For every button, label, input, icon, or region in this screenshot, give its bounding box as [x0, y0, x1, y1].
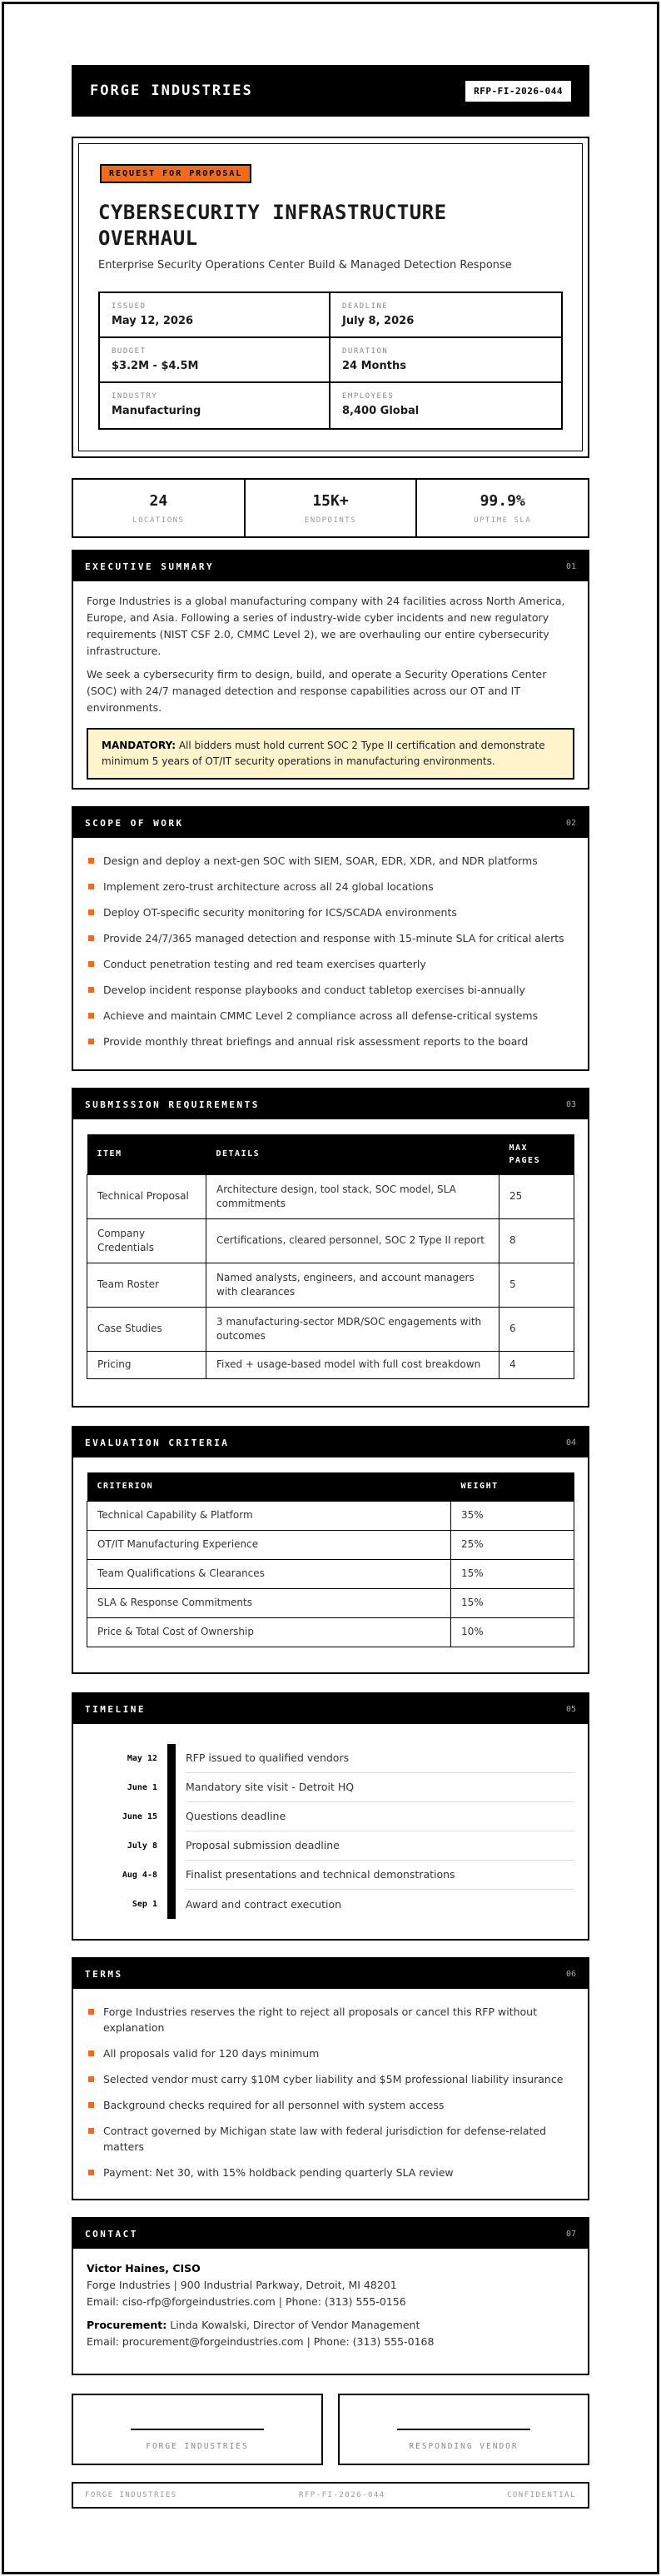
subtitle: Enterprise Security Operations Center Build & Managed Detection Response: [98, 259, 512, 272]
list-item: Selected vendor must carry $10M cyber liability and $5M professional liability insurance: [87, 2071, 574, 2087]
reference-number: RFP-FI-2026-044: [465, 81, 571, 102]
table-cell: 5: [499, 1263, 574, 1307]
timeline-item: [87, 1890, 574, 1919]
table-cell: Pricing: [87, 1351, 206, 1378]
stat-endpoints: [246, 480, 418, 536]
table-cell: Team Qualifications & Clearances: [87, 1559, 451, 1588]
hero-card: [72, 137, 589, 458]
footer-confidential: CONFIDENTIAL: [506, 2491, 576, 2499]
meta-value: 24 Months: [342, 360, 406, 372]
scope-list: [87, 853, 574, 1049]
column-header: CRITERION: [87, 1472, 451, 1501]
procurement-label: Procurement:: [87, 2319, 167, 2331]
section-title: EXECUTIVE SUMMARY: [85, 561, 215, 572]
table-cell: 4: [499, 1351, 574, 1378]
timeline-date: June 1: [127, 1782, 157, 1792]
contact-address: Forge Industries | 900 Industrial Parkway, Detroit, MI 48201: [87, 2279, 397, 2291]
list-item: Payment: Net 30, with 15% holdback pending quarterly SLA review: [87, 2165, 574, 2180]
section-evaluation-criteria: [72, 1426, 589, 1674]
stat-label: ENDPOINTS: [304, 516, 357, 525]
summary-paragraph-1: Forge Industries is a global manufacturing company with 24 facilities across North America, Europe, and Asia. Following a series of industry-wide cyber incidents and new regulatory requirements (NIST CSF 2.0, CMMC Level 2), we are overhauling our entire cybersecurity infrastructure.: [87, 595, 565, 657]
column-header: WEIGHT: [451, 1472, 574, 1501]
meta-employees: [330, 383, 561, 428]
table-row: [87, 1351, 574, 1378]
timeline-bar: [167, 1802, 176, 1831]
table-cell: SLA & Response Commitments: [87, 1588, 451, 1617]
meta-deadline: [330, 293, 561, 338]
table-header-row: [87, 1134, 574, 1174]
section-submission-requirements: [72, 1088, 589, 1408]
submission-table: [87, 1134, 574, 1379]
timeline-bar: [167, 1773, 176, 1802]
timeline-text: Questions deadline: [186, 1802, 574, 1831]
section-number: 02: [565, 818, 576, 828]
meta-issued: [100, 293, 330, 338]
section-title: SCOPE OF WORK: [85, 817, 184, 829]
signature-line: [131, 2429, 264, 2430]
list-item: All proposals valid for 120 days minimum: [87, 2045, 574, 2061]
section-title: EVALUATION CRITERIA: [85, 1437, 230, 1448]
table-row: [87, 1588, 574, 1617]
column-header: ITEM: [87, 1134, 206, 1174]
table-row: [87, 1501, 574, 1530]
section-title: CONTACT: [85, 2228, 138, 2240]
procurement-email-phone: Email: procurement@forgeindustries.com | Phone: (313) 555-0168: [87, 2335, 435, 2348]
list-item: Conduct penetration testing and red team exercises quarterly: [87, 956, 574, 972]
meta-duration: [330, 338, 561, 383]
timeline-item: [87, 1861, 574, 1890]
section-body: [73, 838, 588, 1071]
stats-bar: [72, 478, 589, 538]
section-executive-summary: [72, 550, 589, 790]
section-number: 01: [565, 561, 576, 571]
page-title: [98, 200, 563, 252]
rfp-badge: REQUEST FOR PROPOSAL: [100, 164, 251, 183]
list-item: Develop incident response playbooks and conduct tabletop exercises bi-annually: [87, 982, 574, 998]
timeline-bar: [167, 1861, 176, 1890]
table-cell: Price & Total Cost of Ownership: [87, 1617, 451, 1647]
timeline-text: Proposal submission deadline: [186, 1831, 574, 1861]
procurement-contact: [87, 2317, 574, 2334]
section-body: [73, 581, 588, 791]
list-item: Provide 24/7/365 managed detection and response with 15-minute SLA for critical alerts: [87, 930, 574, 946]
list-item: Contract governed by Michigan state law with federal jurisdiction for defense-related matters: [87, 2123, 574, 2155]
meta-label: INDUSTRY: [112, 392, 158, 401]
section-body: [73, 2249, 588, 2362]
stat-label: UPTIME SLA: [474, 516, 532, 525]
table-cell: Architecture design, tool stack, SOC model, SLA commitments: [206, 1174, 499, 1218]
list-item: Achieve and maintain CMMC Level 2 compliance across all defense-critical systems: [87, 1008, 574, 1024]
meta-value: 8,400 Global: [342, 405, 420, 417]
stat-value: 24: [149, 492, 168, 510]
section-header: [73, 1959, 588, 1989]
meta-label: DURATION: [342, 347, 389, 356]
table-cell: Company Credentials: [87, 1218, 206, 1263]
section-header: [73, 808, 588, 838]
timeline-date: May 12: [127, 1753, 157, 1763]
mandatory-callout: [87, 728, 574, 780]
signature-line: [397, 2429, 530, 2430]
stat-label: LOCATIONS: [132, 516, 185, 525]
meta-value: July 8, 2026: [342, 315, 415, 327]
timeline-text: RFP issued to qualified vendors: [186, 1744, 574, 1773]
section-number: 04: [565, 1437, 576, 1447]
meta-grid: [98, 291, 563, 430]
timeline-bar: [167, 1831, 176, 1861]
table-row: [87, 1559, 574, 1588]
section-number: 03: [565, 1099, 576, 1109]
list-item: Implement zero-trust architecture across all 24 global locations: [87, 879, 574, 894]
list-item: Provide monthly threat briefings and annual risk assessment reports to the board: [87, 1034, 574, 1049]
table-cell: Certifications, cleared personnel, SOC 2 Type II report: [206, 1218, 499, 1263]
timeline-text: Award and contract execution: [186, 1897, 342, 1911]
meta-industry: [100, 383, 330, 428]
meta-label: BUDGET: [112, 347, 147, 356]
company-name: FORGE INDUSTRIES: [90, 82, 253, 99]
table-cell: 8: [499, 1218, 574, 1263]
table-cell: Team Roster: [87, 1263, 206, 1307]
table-cell: Technical Capability & Platform: [87, 1501, 451, 1530]
stat-locations: [73, 480, 246, 536]
procurement-name: Linda Kowalski, Director of Vendor Management: [166, 2319, 420, 2331]
table-header-row: [87, 1472, 574, 1501]
table-cell: Technical Proposal: [87, 1174, 206, 1218]
summary-paragraph-2: We seek a cybersecurity firm to design, build, and operate a Security Operations Center (SOC) with 24/7 managed detection and response capabilities across our OT and IT environments.: [87, 668, 547, 714]
section-header: [73, 2219, 588, 2249]
timeline-item: [87, 1744, 574, 1773]
column-header: DETAILS: [206, 1134, 499, 1174]
page-footer: [72, 2482, 589, 2509]
timeline-text: Mandatory site visit - Detroit HQ: [186, 1773, 574, 1802]
terms-list: [87, 2004, 574, 2180]
table-cell: OT/IT Manufacturing Experience: [87, 1530, 451, 1559]
table-row: [87, 1617, 574, 1647]
list-item: Design and deploy a next-gen SOC with SIEM, SOAR, EDR, XDR, and NDR platforms: [87, 853, 574, 869]
table-cell: Named analysts, engineers, and account managers with clearances: [206, 1263, 499, 1307]
signature-label: FORGE INDUSTRIES: [146, 2442, 249, 2451]
timeline-item: [87, 1831, 574, 1861]
timeline-date: Sep 1: [132, 1899, 157, 1909]
title-line-1: CYBERSECURITY INFRASTRUCTURE: [98, 201, 447, 224]
section-body: [73, 1457, 588, 1662]
evaluation-table: [87, 1472, 574, 1647]
meta-value: $3.2M - $4.5M: [112, 360, 199, 372]
table-row: [87, 1307, 574, 1351]
stat-value: 99.9%: [480, 492, 525, 510]
table-cell: Case Studies: [87, 1307, 206, 1351]
footer-reference: RFP-FI-2026-044: [298, 2491, 385, 2499]
section-title: TERMS: [85, 1968, 123, 1980]
section-title: SUBMISSION REQUIREMENTS: [85, 1099, 260, 1110]
timeline-item: [87, 1773, 574, 1802]
contact-name: Victor Haines, CISO: [87, 2262, 201, 2275]
table-cell: Fixed + usage-based model with full cost breakdown: [206, 1351, 499, 1378]
section-title: TIMELINE: [85, 1703, 146, 1715]
column-header: MAX PAGES: [499, 1134, 574, 1174]
section-terms: [72, 1957, 589, 2200]
table-row: [87, 1174, 574, 1218]
table-cell: 25: [499, 1174, 574, 1218]
section-body: [73, 1119, 588, 1394]
list-item: Forge Industries reserves the right to reject all proposals or cancel this RFP without explanation: [87, 2004, 574, 2035]
section-header: [73, 551, 588, 581]
section-header: [73, 1428, 588, 1457]
section-contact: [72, 2217, 589, 2375]
list-item: Deploy OT-specific security monitoring for ICS/SCADA environments: [87, 904, 574, 920]
footer-company: FORGE INDUSTRIES: [85, 2491, 177, 2499]
callout-text: All bidders must hold current SOC 2 Type II certification and demonstrate minimum 5 years of OT/IT security operations in manufacturing environments.: [102, 740, 545, 767]
section-body: [73, 1724, 588, 1919]
stat-uptime: [417, 480, 588, 536]
table-cell: 25%: [451, 1530, 574, 1559]
table-cell: 35%: [451, 1501, 574, 1530]
title-line-2: OVERHAUL: [98, 227, 198, 250]
table-row: [87, 1530, 574, 1559]
section-number: 07: [565, 2229, 576, 2239]
signature-block-vendor: [338, 2394, 589, 2465]
section-header: [73, 1694, 588, 1724]
meta-budget: [100, 338, 330, 383]
meta-label: DEADLINE: [342, 302, 389, 311]
timeline-bar: [167, 1744, 176, 1773]
table-cell: 15%: [451, 1559, 574, 1588]
table-cell: 10%: [451, 1617, 574, 1647]
timeline-item: [87, 1802, 574, 1831]
timeline-text: Finalist presentations and technical demonstrations: [186, 1861, 574, 1890]
timeline-date: Aug 4-8: [122, 1870, 157, 1880]
signature-label: RESPONDING VENDOR: [409, 2442, 519, 2451]
section-timeline: [72, 1692, 589, 1941]
contact-email-phone: Email: ciso-rfp@forgeindustries.com | Phone: (313) 555-0156: [87, 2295, 406, 2308]
section-number: 05: [565, 1704, 576, 1714]
timeline-date: June 15: [122, 1811, 157, 1821]
table-row: [87, 1218, 574, 1263]
table-cell: 6: [499, 1307, 574, 1351]
meta-value: Manufacturing: [112, 405, 201, 417]
header-bar: [72, 65, 589, 117]
section-body: [73, 1989, 588, 2202]
table-row: [87, 1263, 574, 1307]
table-cell: 15%: [451, 1588, 574, 1617]
callout-label: MANDATORY:: [102, 740, 176, 751]
signature-block-company: [72, 2394, 323, 2465]
meta-label: ISSUED: [112, 302, 147, 311]
table-cell: 3 manufacturing-sector MDR/SOC engagements with outcomes: [206, 1307, 499, 1351]
section-header: [73, 1089, 588, 1119]
timeline-date: July 8: [127, 1841, 157, 1851]
meta-value: May 12, 2026: [112, 315, 194, 327]
timeline-bar: [167, 1890, 176, 1919]
stat-value: 15K+: [312, 492, 349, 510]
section-scope-of-work: [72, 806, 589, 1071]
section-number: 06: [565, 1969, 576, 1979]
list-item: Background checks required for all personnel with system access: [87, 2097, 574, 2113]
meta-label: EMPLOYEES: [342, 392, 395, 401]
